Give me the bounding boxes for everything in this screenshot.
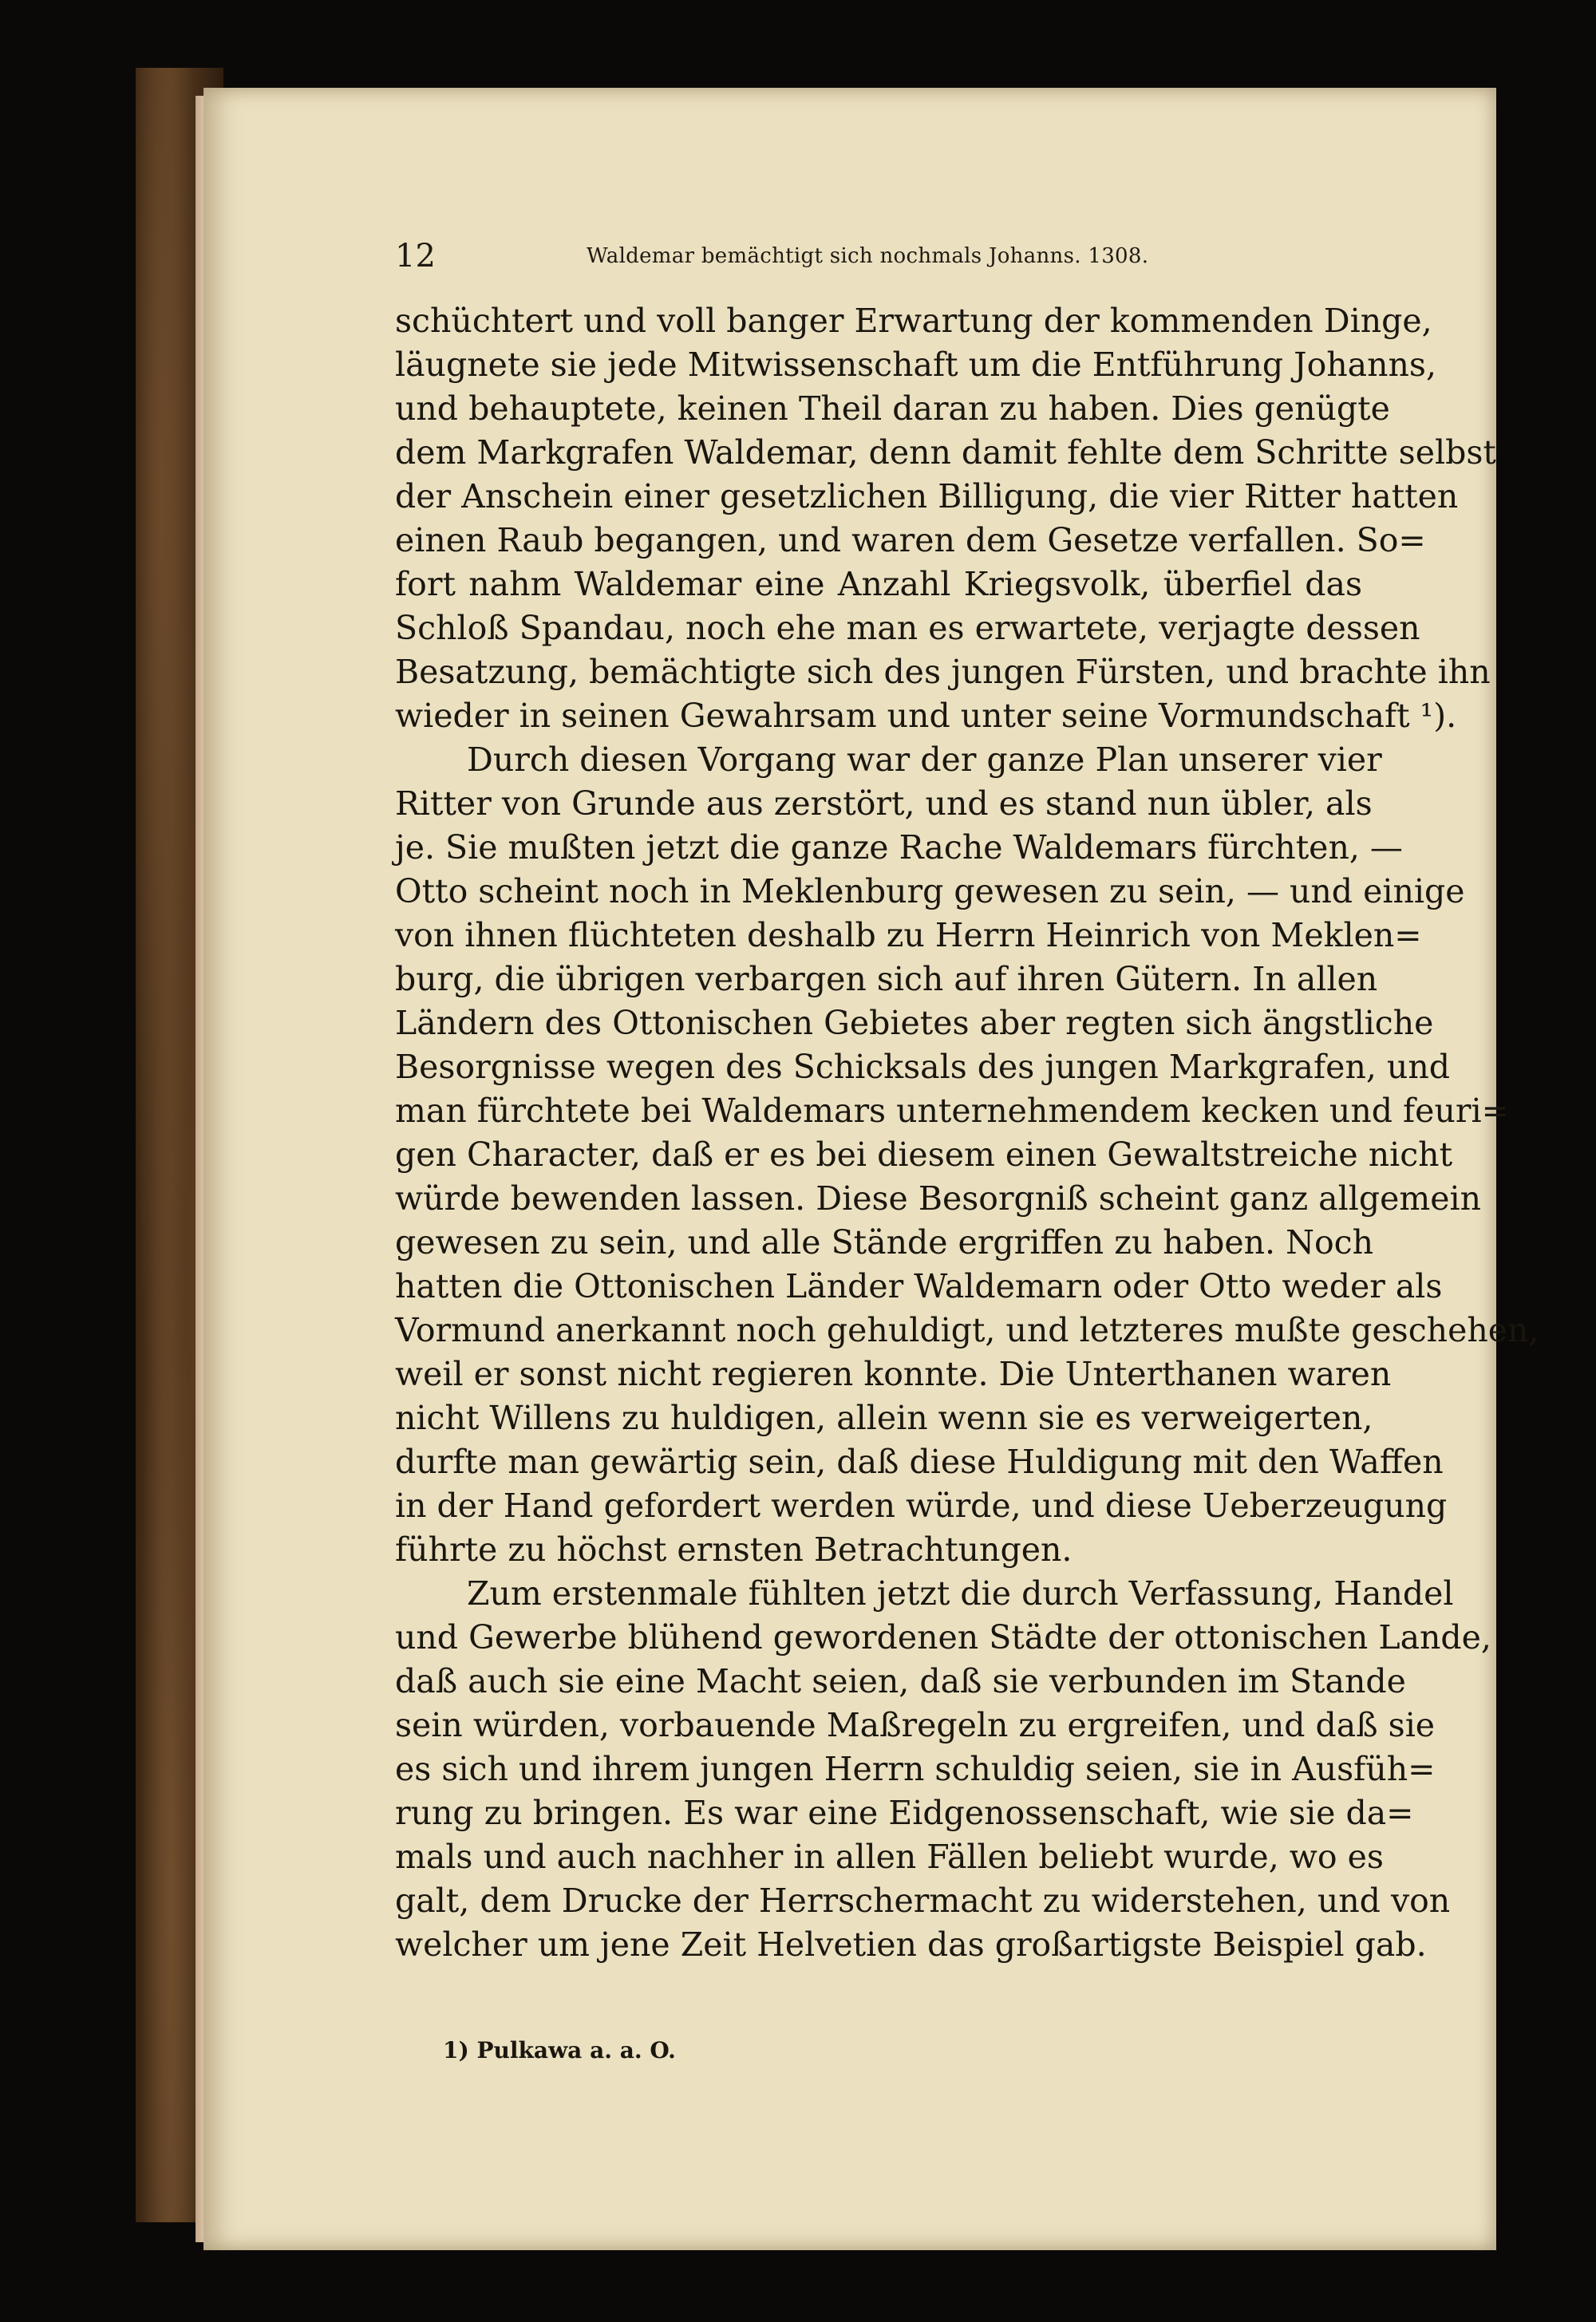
text-line: Zum erstenmale fühlten jetzt die durch Verfassung, Handel	[467, 1574, 1454, 1613]
text-line: von ihnen flüchteten deshalb zu Herrn Heinrich von Meklen=	[395, 916, 1422, 954]
text-line: der Anschein einer gesetzlichen Billigung, die vier Ritter hatten	[395, 477, 1459, 515]
text-line: je. Sie mußten jetzt die ganze Rache Waldemars fürchten, —	[395, 828, 1403, 867]
running-title: Waldemar bemächtigt sich nochmals Johanns. 1308.	[587, 244, 1149, 268]
text-line: läugnete sie jede Mitwissenschaft um die Entführung Johanns,	[395, 346, 1436, 384]
text-line: daß auch sie eine Macht seien, daß sie verbunden im Stande	[395, 1662, 1406, 1700]
text-line: einen Raub begangen, und waren dem Gesetze verfallen. So=	[395, 521, 1426, 559]
paragraph	[395, 738, 1539, 1572]
text-line: Besorgnisse wegen des Schicksals des jungen Markgrafen, und	[395, 1048, 1450, 1086]
text-line: hatten die Ottonischen Länder Waldemarn oder Otto weder als	[395, 1267, 1443, 1305]
text-line: wieder in seinen Gewahrsam und unter seine Vormundschaft ¹).	[395, 697, 1457, 735]
text-line: burg, die übrigen verbargen sich auf ihren Gütern. In allen	[395, 960, 1378, 998]
page-header	[395, 238, 1201, 278]
text-line: gen Character, daß er es bei diesem einen Gewaltstreiche nicht	[395, 1135, 1453, 1174]
text-line: würde bewenden lassen. Diese Besorgniß scheint ganz allgemein	[395, 1179, 1481, 1218]
paragraph	[395, 1572, 1491, 1967]
text-line: Besatzung, bemächtigte sich des jungen Fürsten, und brachte ihn	[395, 653, 1491, 691]
text-line: galt, dem Drucke der Herrschermacht zu widerstehen, und von	[395, 1882, 1451, 1920]
text-line: in der Hand gefordert werden würde, und diese Ueberzeugung	[395, 1487, 1448, 1525]
text-line: Durch diesen Vorgang war der ganze Plan unserer vier	[467, 740, 1382, 779]
text-line: welcher um jene Zeit Helvetien das großartigste Beispiel gab.	[395, 1925, 1427, 1964]
text-line: fort nahm Waldemar eine Anzahl Kriegsvolk, überfiel das	[395, 565, 1362, 603]
text-line: schüchtert und voll banger Erwartung der kommenden Dinge,	[395, 302, 1432, 340]
text-line: sein würden, vorbauende Maßregeln zu ergreifen, und daß sie	[395, 1706, 1436, 1744]
text-line: Ritter von Grunde aus zerstört, und es stand nun übler, als	[395, 784, 1373, 823]
text-line: und Gewerbe blühend gewordenen Städte der ottonischen Lande,	[395, 1618, 1491, 1657]
text-line: weil er sonst nicht regieren konnte. Die Unterthanen waren	[395, 1355, 1392, 1393]
text-line: Schloß Spandau, noch ehe man es erwartete, verjagte dessen	[395, 609, 1420, 647]
text-line: gewesen zu sein, und alle Stände ergriffen zu haben. Noch	[395, 1223, 1373, 1262]
text-line: mals und auch nachher in allen Fällen beliebt wurde, wo es	[395, 1838, 1384, 1876]
paragraph	[395, 299, 1496, 738]
page-number: 12	[395, 238, 436, 274]
text-line: Vormund anerkannt noch gehuldigt, und letzteres mußte geschehen,	[395, 1311, 1539, 1349]
text-line: es sich und ihrem jungen Herrn schuldig seien, sie in Ausfüh=	[395, 1750, 1436, 1788]
body-text	[395, 299, 1539, 1967]
text-line: Otto scheint noch in Meklenburg gewesen zu sein, — und einige	[395, 872, 1465, 910]
text-line: Ländern des Ottonischen Gebietes aber regten sich ängstliche	[395, 1004, 1434, 1042]
text-line: man fürchtete bei Waldemars unternehmendem kecken und feuri=	[395, 1092, 1509, 1130]
text-line: dem Markgrafen Waldemar, denn damit fehlte dem Schritte selbst	[395, 433, 1496, 472]
text-line: durfte man gewärtig sein, daß diese Huldigung mit den Waffen	[395, 1443, 1444, 1481]
text-line: nicht Willens zu huldigen, allein wenn sie es verweigerten,	[395, 1399, 1373, 1437]
text-line: führte zu höchst ernsten Betrachtungen.	[395, 1530, 1073, 1569]
footnote: 1) Pulkawa a. a. O.	[443, 2037, 676, 2063]
text-line: und behauptete, keinen Theil daran zu haben. Dies genügte	[395, 389, 1390, 428]
text-line: rung zu bringen. Es war eine Eidgenossenschaft, wie sie da=	[395, 1794, 1414, 1832]
